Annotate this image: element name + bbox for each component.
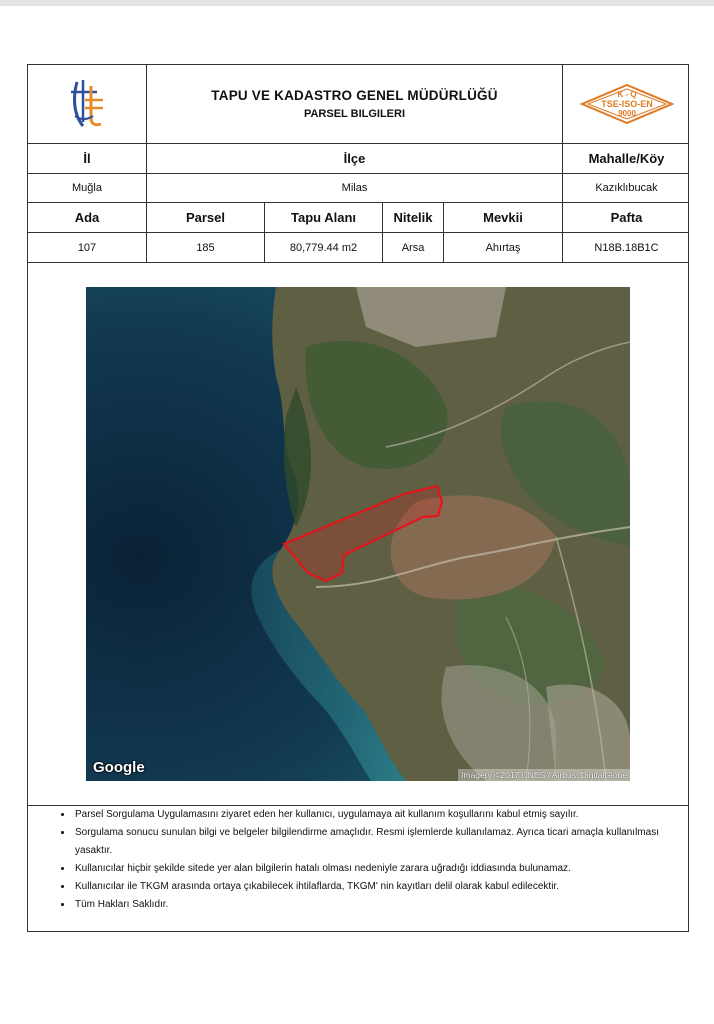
- il-header: İl: [83, 151, 91, 166]
- google-logo: Google: [93, 759, 145, 776]
- mevkii-header: Mevkii: [483, 210, 523, 225]
- disclaimer-notes: [28, 806, 688, 914]
- tapu-alani-header: Tapu Alanı: [291, 210, 356, 225]
- disclaimer-item: • Sorgulama sonucu sunulan bilgi ve belgeler bilgilendirme amaçlıdır. Resmi işlemlerde kullanılamaz. Ayrıca ticari amaçla kullanılması yasaktır.: [73, 824, 672, 860]
- badge-line1: K - Q: [616, 90, 637, 99]
- satellite-map[interactable]: [86, 287, 630, 781]
- nitelik-value: Arsa: [401, 241, 425, 254]
- disclaimer-item: • Kullanıcılar hiçbir şekilde sitede yer alan bilgilerin hatalı olması nedeniyle zarara uğradığı iddiasında bulunamaz.: [73, 860, 672, 878]
- ilce-value: Milas: [341, 182, 368, 194]
- ilce-header: İlçe: [343, 151, 366, 166]
- disclaimer-item: • Tüm Hakları Saklıdır.: [73, 896, 672, 914]
- mahalle-value: Kazıklıbucak: [595, 182, 658, 194]
- parsel-value: 185: [196, 241, 215, 254]
- page-subtitle: PARSEL BILGILERI: [303, 108, 406, 120]
- tkgm-logo-icon: [67, 76, 107, 132]
- mevkii-value: Ahırtaş: [485, 241, 521, 254]
- browser-top-strip: [0, 0, 714, 6]
- parsel-header: Parsel: [185, 210, 226, 225]
- nitelik-header: Nitelik: [393, 210, 433, 225]
- tse-iso-badge: [563, 65, 690, 143]
- ada-header: Ada: [74, 210, 100, 225]
- disclaimer-list: [28, 806, 688, 914]
- tapu-alani-value: 80,779.44 m2: [289, 241, 358, 254]
- disclaimer-item: • Parsel Sorgulama Uygulamasını ziyaret eden her kullanıcı, uygulamaya ait kullanım koşullarını kabul etmiş sayılır.: [73, 806, 672, 824]
- header-title-block: [147, 65, 562, 143]
- pafta-header: Pafta: [610, 210, 643, 225]
- satellite-imagery: [86, 287, 630, 781]
- il-value: Muğla: [72, 182, 102, 194]
- badge-line3: 9000: [617, 109, 636, 118]
- ada-value: 107: [77, 241, 97, 254]
- certification-badge-icon: [580, 83, 674, 125]
- parcel-info-document: [27, 64, 689, 932]
- imagery-credit: Imagery ©2017 CNES / Airbus, DigitalGlobe: [458, 769, 630, 781]
- badge-line2: TSE-ISO-EN: [600, 99, 653, 109]
- page-title: TAPU VE KADASTRO GENEL MÜDÜRLÜĞÜ: [211, 88, 498, 103]
- tkgm-logo: [28, 65, 146, 143]
- pafta-value: N18B.18B1C: [594, 241, 659, 254]
- mahalle-header: Mahalle/Köy: [588, 151, 665, 166]
- disclaimer-item: • Kullanıcılar ile TKGM arasında ortaya çıkabilecek ihtilaflarda, TKGM' nin kayıtları delil olarak kabul edilecektir.: [73, 878, 672, 896]
